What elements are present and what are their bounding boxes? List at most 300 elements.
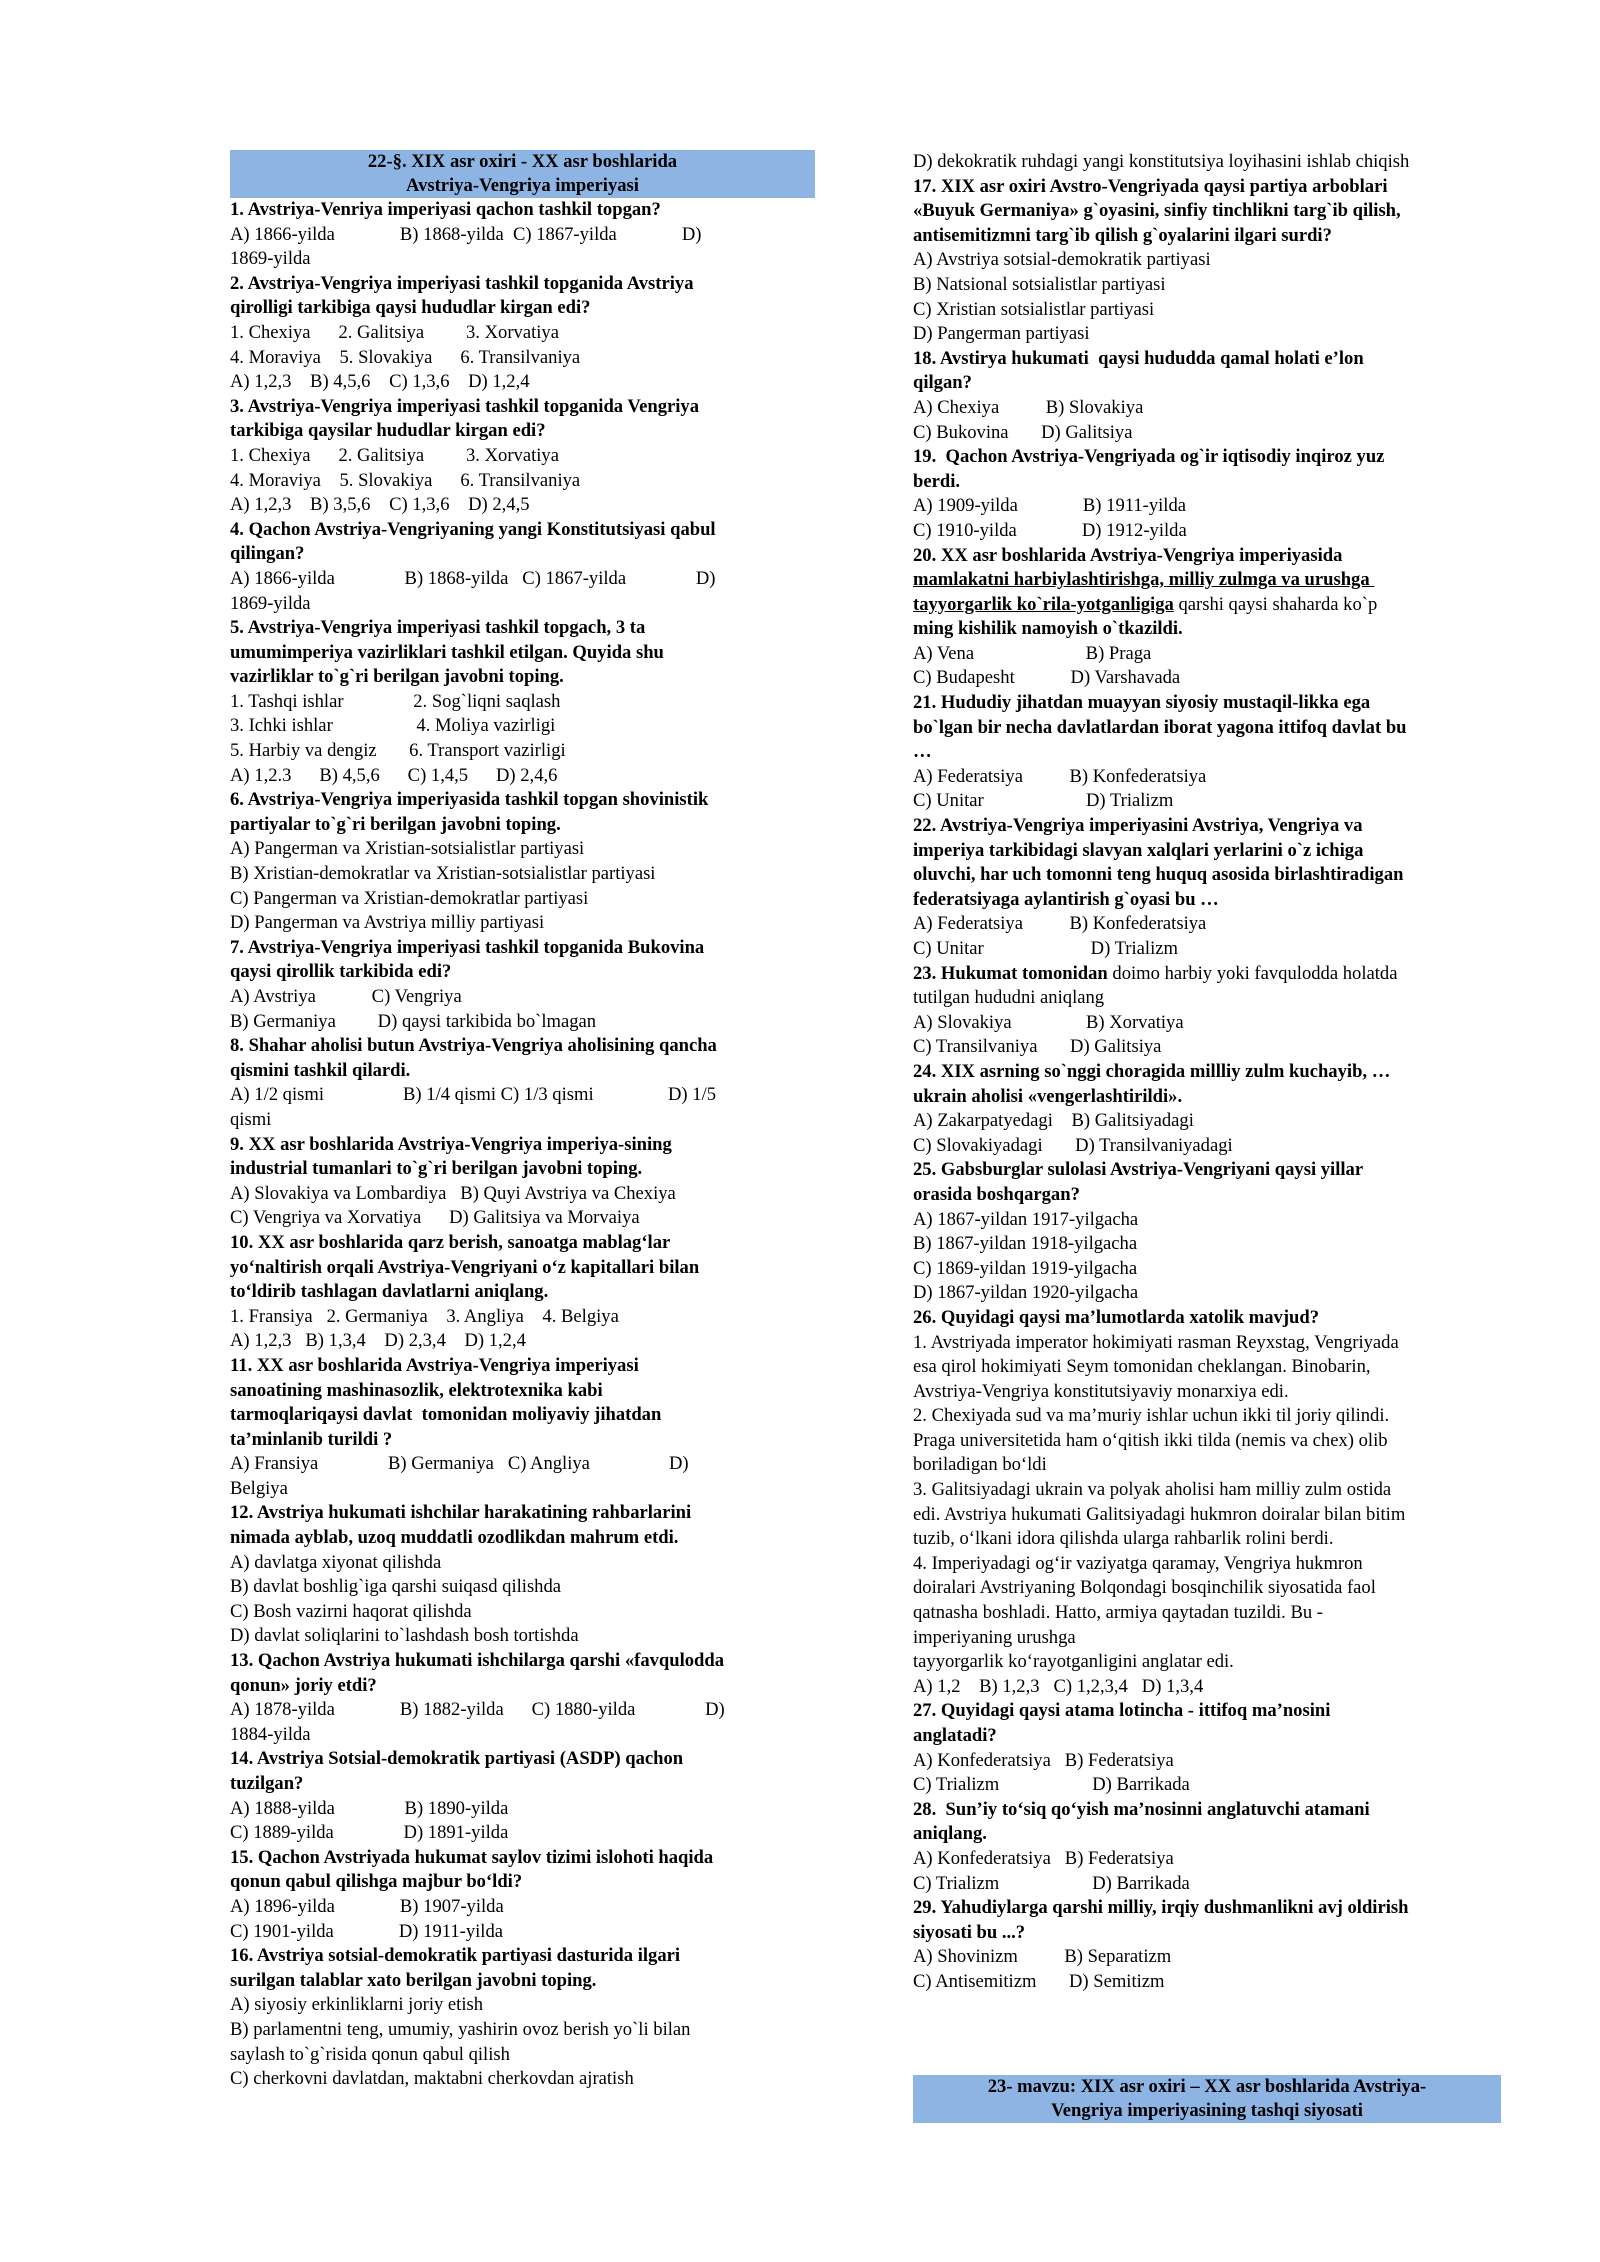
answer-text: 4. Imperiyadagi og‘ir vaziyatga qaramay, Vengriya hukmron [913, 1552, 1363, 1574]
answer-line [230, 592, 815, 617]
answer-text: A) davlatga xiyonat qilishda [230, 1551, 442, 1573]
answer-text: C) Bosh vazirni haqorat qilishda [230, 1600, 472, 1622]
answer-line [230, 1723, 815, 1748]
answer-line [230, 1797, 815, 1822]
answer-text: C) Antisemitizm D) Semitizm [913, 1970, 1165, 1992]
answer-line [913, 421, 1503, 446]
right-question-list [913, 150, 1503, 1995]
answer-text: A) Vena B) Praga [913, 642, 1152, 664]
answer-line [230, 346, 815, 371]
question-line [913, 1183, 1503, 1208]
answer-text: A) Pangerman va Xristian-sotsialistlar partiyasi [230, 838, 585, 860]
question-text: qismini tashkil qilardi. [230, 1059, 411, 1081]
question-line [913, 1798, 1503, 1823]
question-line [913, 1085, 1503, 1110]
answer-text: doiralari Avstriyaning Bolqondagi bosqinchilik siyosatida faol [913, 1577, 1376, 1599]
answer-line [230, 444, 815, 469]
answer-line [913, 273, 1503, 298]
answer-text: 1. Avstriyada imperator hokimiyati rasman Reyxstag, Vengriyada [913, 1331, 1399, 1353]
question-line [230, 1157, 815, 1182]
answer-line [913, 642, 1503, 667]
answer-line [913, 912, 1503, 937]
question-text: partiyalar to`g`ri berilgan javobni toping. [230, 813, 561, 835]
answer-line [230, 2018, 815, 2043]
answer-line [913, 1109, 1503, 1134]
question-text: tarmoqlariqaysi davlat tomonidan moliyaviy jihatdan [230, 1404, 662, 1426]
question-text: vazirliklar to`g`ri berilgan javobni toping. [230, 666, 564, 688]
answer-line [913, 298, 1503, 323]
answer-text: A) Shovinizm B) Separatizm [913, 1946, 1172, 1968]
answer-text: D) dekokratik ruhdagi yangi konstitutsiya loyihasini ishlab chiqish [913, 151, 1410, 172]
answer-text: 4. Moraviya 5. Slovakiya 6. Transilvaniya [230, 346, 581, 368]
question-text: bo`lgan bir necha davlatlardan iborat yagona ittifoq davlat bu [913, 716, 1407, 738]
question-text: imperiya tarkibidagi slavyan xalqlari yerlarini o`z ichiga [913, 839, 1364, 861]
answer-line [913, 322, 1503, 347]
answer-text: C) 1869-yildan 1919-yilgacha [913, 1257, 1138, 1279]
answer-text: 1. Chexiya 2. Galitsiya 3. Xorvatiya [230, 321, 559, 343]
answer-text: C) Trializm D) Barrikada [913, 1872, 1190, 1894]
question-text: 13. Qachon Avstriya hukumati ishchilarga qarshi «favqulodda [230, 1650, 725, 1672]
answer-line [230, 1698, 815, 1723]
answer-line [913, 1208, 1503, 1233]
question-line [230, 665, 815, 690]
question-line [913, 839, 1503, 864]
answer-line [913, 1257, 1503, 1282]
answer-text: A) 1,2 B) 1,2,3 C) 1,2,3,4 D) 1,3,4 [913, 1675, 1204, 1697]
question-text: 2. Avstriya-Vengriya imperiyasi tashkil topganida Avstriya [230, 272, 694, 294]
answer-line [913, 1011, 1503, 1036]
question-line [230, 1870, 815, 1895]
answer-text: 5. Harbiy va dengiz 6. Transport vazirligi [230, 740, 566, 762]
answer-line [913, 1552, 1503, 1577]
answer-line [913, 1847, 1503, 1872]
answer-text: C) Budapesht D) Varshavada [913, 667, 1181, 689]
question-text: 21. Hududiy jihatdan muayyan siyosiy mustaqil-likka ega [913, 692, 1371, 714]
answer-line [913, 1281, 1503, 1306]
question-text: ukrain aholisi «vengerlashtirildi». [913, 1085, 1183, 1107]
question-line [913, 1921, 1503, 1946]
question-line [913, 224, 1503, 249]
answer-text: C) Transilvaniya D) Galitsiya [913, 1036, 1162, 1058]
answer-text: A) 1/2 qismi B) 1/4 qismi C) 1/3 qismi D) 1/5 [230, 1084, 717, 1106]
answer-text: A) Federatsiya B) Konfederatsiya [913, 765, 1207, 787]
answer-line [230, 1329, 815, 1354]
answer-line [230, 985, 815, 1010]
question-text: 7. Avstriya-Vengriya imperiyasi tashkil topganida Bukovina [230, 936, 705, 958]
question-line [913, 347, 1503, 372]
question-text: qilgan? [913, 372, 972, 394]
question-line [230, 1428, 815, 1453]
section-header-line: 23- mavzu: XIX asr oxiri – XX asr boshlarida Avstriya- [987, 2076, 1427, 2097]
question-line [913, 962, 1503, 987]
question-line [230, 1231, 815, 1256]
answer-text: A) Fransiya B) Germaniya C) Angliya D) [230, 1453, 689, 1475]
left-column [230, 150, 815, 2092]
answer-line [913, 1970, 1503, 1995]
answer-text: C) Xristian sotsialistlar partiyasi [913, 298, 1155, 320]
answer-line [913, 1478, 1503, 1503]
answer-text: Belgiya [230, 1477, 288, 1499]
answer-line [913, 1429, 1503, 1454]
answer-line [230, 1821, 815, 1846]
answer-text: 4. Moraviya 5. Slovakiya 6. Transilvaniya [230, 469, 581, 491]
answer-text: A) 1866-yilda B) 1868-yilda C) 1867-yilda D) [230, 567, 716, 589]
section-header-line: Vengriya imperiyasining tashqi siyosati [1051, 2100, 1363, 2121]
answer-text: A) siyosiy erkinliklarni joriy etish [230, 1994, 484, 2016]
question-line [913, 1158, 1503, 1183]
answer-text: B) parlamentni teng, umumiy, yashirin ovoz berish yo`li bilan [230, 2018, 691, 2040]
answer-line [230, 862, 815, 887]
answer-text: C) 1889-yilda D) 1891-yilda [230, 1822, 509, 1844]
question-text: 20. XX asr boshlarida Avstriya-Vengriya imperiyasida [913, 544, 1343, 566]
question-line [230, 813, 815, 838]
answer-text: imperiyaning urushga [913, 1626, 1076, 1648]
answer-line [230, 1206, 815, 1231]
question-text: 29. Yahudiylarga qarshi milliy, irqiy dushmanlikni avj oldirish [913, 1897, 1409, 1919]
answer-line [913, 1404, 1503, 1429]
question-line [913, 568, 1503, 593]
question-text: ming kishilik namoyish o`tkazildi. [913, 618, 1183, 640]
answer-text: 1869-yilda [230, 592, 311, 614]
answer-text: A) Slovakiya B) Xorvatiya [913, 1011, 1184, 1033]
answer-line [230, 1575, 815, 1600]
answer-text: 1. Chexiya 2. Galitsiya 3. Xorvatiya [230, 444, 559, 466]
question-line [230, 1649, 815, 1674]
question-text: qaysi qirollik tarkibida edi? [230, 961, 452, 983]
answer-line [230, 739, 815, 764]
question-line [913, 863, 1503, 888]
answer-text: B) davlat boshlig`iga qarshi suiqasd qilishda [230, 1576, 562, 1598]
answer-text: D) 1867-yildan 1920-yilgacha [913, 1282, 1139, 1304]
question-text: federatsiyaga aylantirish g`oyasi bu … [913, 888, 1219, 910]
question-text: 23. Hukumat tomonidan [913, 962, 1108, 984]
answer-text: A) 1896-yilda B) 1907-yilda [230, 1895, 504, 1917]
right-column [913, 150, 1503, 1995]
answer-text: saylash to`g`risida qonun qabul qilish [230, 2043, 510, 2065]
answer-line [230, 321, 815, 346]
answer-text: tutilgan hududni aniqlang [913, 987, 1105, 1009]
section-header-line: 22-§. XIX asr oxiri - XX asr boshlarida [367, 151, 678, 172]
answer-text: C) Bukovina D) Galitsiya [913, 421, 1133, 443]
answer-line [913, 986, 1503, 1011]
question-line [913, 888, 1503, 913]
answer-line [230, 1600, 815, 1625]
answer-text: D) Pangerman va Avstriya milliy partiyasi [230, 912, 545, 934]
answer-line [230, 493, 815, 518]
question-text: tarkibiga qaysilar hududlar kirgan edi? [230, 420, 546, 442]
question-line [230, 1772, 815, 1797]
answer-text: 3. Galitsiyadagi ukrain va polyak aholisi ham milliy zulm ostida [913, 1479, 1392, 1501]
question-line [230, 1969, 815, 1994]
answer-line [230, 1920, 815, 1945]
question-line [230, 419, 815, 444]
answer-text: C) Slovakiyadagi D) Transilvaniyadagi [913, 1134, 1233, 1156]
answer-line [913, 1035, 1503, 1060]
answer-line [230, 1993, 815, 2018]
question-text: aniqlang. [913, 1823, 987, 1845]
answer-text: A) Avstriya C) Vengriya [230, 986, 462, 1007]
answer-line [913, 1576, 1503, 1601]
answer-line [230, 1083, 815, 1108]
question-line [913, 470, 1503, 495]
answer-line [913, 1675, 1503, 1700]
question-line [230, 1846, 815, 1871]
answer-text: A) 1,2,3 B) 1,3,4 D) 2,3,4 D) 1,2,4 [230, 1330, 526, 1352]
question-text: qilingan? [230, 543, 305, 565]
answer-text: A) Chexiya B) Slovakiya [913, 396, 1144, 418]
question-text: orasida boshqargan? [913, 1183, 1080, 1205]
question-line [230, 1256, 815, 1281]
answer-text: qismi [230, 1108, 272, 1130]
answer-text: B) Germaniya D) qaysi tarkibida bo`lmagan [230, 1010, 597, 1032]
question-line [230, 296, 815, 321]
question-line [913, 199, 1503, 224]
answer-line [913, 248, 1503, 273]
answer-text: A) 1909-yilda B) 1911-yilda [913, 495, 1187, 517]
answer-text: Praga universitetida ham o‘qitish ikki tilda (nemis va chex) olib [913, 1429, 1388, 1451]
next-section-header [913, 2075, 1501, 2123]
answer-line [230, 714, 815, 739]
answer-line [230, 1182, 815, 1207]
answer-line [913, 1331, 1503, 1356]
answer-line [913, 789, 1503, 814]
answer-line [913, 494, 1503, 519]
answer-text: A) 1867-yildan 1917-yilgacha [913, 1208, 1139, 1230]
question-text: 18. Avstirya hukumati qaysi hududda qamal holati e’lon [913, 347, 1364, 369]
answer-line [230, 1895, 815, 1920]
answer-text: A) Federatsiya B) Konfederatsiya [913, 913, 1207, 935]
answer-line [913, 1527, 1503, 1552]
question-text: tayyorgarlik ko`rila-yotganligiga [913, 593, 1174, 615]
question-line [913, 1306, 1503, 1331]
question-line [913, 1896, 1503, 1921]
question-text: qonun qabul qilishga majbur bo‘ldi? [230, 1871, 523, 1893]
question-line [230, 936, 815, 961]
question-text: 19. Qachon Avstriya-Vengriyada og`ir iqtisodiy inqiroz yuz [913, 446, 1385, 468]
answer-line [913, 1601, 1503, 1626]
question-line [230, 960, 815, 985]
answer-line [913, 1232, 1503, 1257]
answer-text: B) Xristian-demokratlar va Xristian-sotsialistlar partiyasi [230, 863, 656, 885]
question-text: 27. Quyidagi qaysi atama lotincha - ittifoq ma’nosini [913, 1700, 1331, 1722]
section-header-line: Avstriya-Vengriya imperiyasi [406, 175, 639, 196]
answer-text: 1. Tashqi ishlar 2. Sog`liqni saqlash [230, 690, 561, 712]
answer-line [913, 1773, 1503, 1798]
line-continuation-text: doimo harbiy yoki favqulodda holatda [1107, 962, 1398, 984]
question-text: 15. Qachon Avstriyada hukumat saylov tizimi islohoti haqida [230, 1846, 714, 1868]
answer-text: A) Avstriya sotsial-demokratik partiyasi [913, 249, 1211, 271]
question-text: umumimperiya vazirliklari tashkil etilgan. Quyida shu [230, 641, 664, 663]
question-line [230, 641, 815, 666]
answer-line [230, 469, 815, 494]
answer-text: A) Konfederatsiya B) Federatsiya [913, 1749, 1174, 1771]
answer-line [913, 1503, 1503, 1528]
answer-text: 3. Ichki ishlar 4. Moliya vazirligi [230, 715, 556, 737]
answer-text: edi. Avstriya hukumati Galitsiyadagi hukmron doiralar bilan bitim [913, 1503, 1406, 1525]
answer-text: B) 1867-yildan 1918-yilgacha [913, 1233, 1138, 1255]
answer-line [230, 567, 815, 592]
answer-text: A) Slovakiya va Lombardiya B) Quyi Avstriya va Chexiya [230, 1182, 676, 1204]
answer-line [913, 765, 1503, 790]
question-line [230, 198, 815, 223]
question-text: 22. Avstriya-Vengriya imperiyasini Avstriya, Vengriya va [913, 815, 1363, 837]
answer-line [913, 1872, 1503, 1897]
answer-line [913, 1453, 1503, 1478]
answer-line [230, 1477, 815, 1502]
answer-line [913, 1749, 1503, 1774]
question-text: 11. XX asr boshlarida Avstriya-Vengriya imperiyasi [230, 1354, 639, 1376]
question-text: 5. Avstriya-Vengriya imperiyasi tashkil topgach, 3 ta [230, 617, 646, 639]
answer-line [913, 519, 1503, 544]
question-line [913, 544, 1503, 569]
question-text: surilgan talablar xato berilgan javobni toping. [230, 1969, 597, 1991]
answer-text: B) Natsional sotsialistlar partiyasi [913, 273, 1166, 295]
answer-text: C) Trializm D) Barrikada [913, 1774, 1190, 1796]
answer-text: C) Pangerman va Xristian-demokratlar partiyasi [230, 887, 589, 909]
answer-text: C) 1910-yilda D) 1912-yilda [913, 519, 1187, 541]
answer-line [230, 690, 815, 715]
answer-line [230, 1010, 815, 1035]
answer-text: A) 1,2,3 B) 3,5,6 C) 1,3,6 D) 2,4,5 [230, 494, 530, 516]
question-text: 24. XIX asrning so`nggi choragida millliy zulm kuchayib, … [913, 1060, 1391, 1082]
question-text: berdi. [913, 470, 961, 492]
question-line [913, 175, 1503, 200]
question-text: industrial tumanlari to`g`ri berilgan javobni toping. [230, 1158, 643, 1180]
answer-text: C) cherkovni davlatdan, maktabni cherkovdan ajratish [230, 2068, 634, 2090]
question-line [230, 1944, 815, 1969]
question-text: anglatadi? [913, 1725, 997, 1746]
answer-text: D) davlat soliqlarini to`lashdash bosh tortishda [230, 1625, 579, 1647]
question-line [913, 593, 1503, 618]
question-line [913, 1724, 1503, 1749]
question-line [230, 542, 815, 567]
question-line [230, 272, 815, 297]
question-line [230, 616, 815, 641]
line-continuation-text: qarshi qaysi shaharda ko`p [1173, 593, 1378, 615]
question-text: nimada ayblab, uzoq muddatli ozodlikdan mahrum etdi. [230, 1527, 679, 1549]
question-line [913, 445, 1503, 470]
question-line [230, 1280, 815, 1305]
question-line [230, 1034, 815, 1059]
answer-line [913, 1626, 1503, 1651]
question-text: tuzilgan? [230, 1773, 304, 1794]
answer-line [230, 1305, 815, 1330]
question-line [913, 814, 1503, 839]
question-text: 10. XX asr boshlarida qarz berish, sanoatga mablag‘lar [230, 1231, 671, 1253]
answer-line [230, 1108, 815, 1133]
answer-line [913, 666, 1503, 691]
question-line [230, 518, 815, 543]
question-line [230, 1747, 815, 1772]
question-line [230, 1379, 815, 1404]
answer-line [913, 1355, 1503, 1380]
answer-text: esa qirol hokimiyati Seym tomonidan cheklangan. Binobarin, [913, 1356, 1371, 1378]
answer-line [230, 1551, 815, 1576]
question-text: 16. Avstriya sotsial-demokratik partiyasi dasturida ilgari [230, 1945, 681, 1967]
question-text: 26. Quyidagi qaysi ma’lumotlarda xatolik mavjud? [913, 1306, 1320, 1328]
question-text: sanoatining mashinasozlik, elektrotexnika kabi [230, 1379, 603, 1401]
question-text: siyosati bu ...? [913, 1921, 1026, 1943]
question-text: qonun» joriy etdi? [230, 1674, 377, 1696]
question-line [913, 1699, 1503, 1724]
question-line [230, 395, 815, 420]
answer-text: Avstriya-Vengriya konstitutsiyaviy monarxiya edi. [913, 1380, 1289, 1402]
answer-line [230, 887, 815, 912]
answer-line [230, 2043, 815, 2068]
answer-text: tayyorgarlik ko‘rayotganligini anglatar edi. [913, 1651, 1234, 1673]
question-line [913, 691, 1503, 716]
answer-text: C) Vengriya va Xorvatiya D) Galitsiya va Morvaiya [230, 1207, 640, 1229]
answer-text: C) Unitar D) Trializm [913, 790, 1174, 812]
question-text: qirolligi tarkibiga qaysi hududlar kirgan edi? [230, 297, 591, 319]
answer-text: A) 1,2,3 B) 4,5,6 C) 1,3,6 D) 1,2,4 [230, 371, 530, 393]
question-text: ta’minlanib turildi ? [230, 1428, 393, 1450]
question-line [230, 1674, 815, 1699]
question-text: yo‘naltirish orqali Avstriya-Vengriyani o‘z kapitallari bilan [230, 1256, 700, 1278]
answer-line [913, 1134, 1503, 1159]
answer-text: 2. Chexiyada sud va ma’muriy ishlar uchun ikki til joriy qilindi. [913, 1405, 1390, 1427]
question-line [913, 1822, 1503, 1847]
answer-line [230, 837, 815, 862]
question-text: 12. Avstriya hukumati ishchilar harakatining rahbarlarini [230, 1502, 692, 1524]
question-text: 28. Sun’iy to‘siq qo‘yish ma’nosinni anglatuvchi atamani [913, 1798, 1370, 1820]
question-text: 8. Shahar aholisi butun Avstriya-Vengriya aholisining qancha [230, 1035, 717, 1057]
question-text: 3. Avstriya-Vengriya imperiyasi tashkil topganida Vengriya [230, 395, 700, 417]
question-line [230, 1526, 815, 1551]
question-line [230, 1354, 815, 1379]
answer-line [230, 223, 815, 248]
question-text: … [913, 741, 932, 763]
question-text: antisemitizmni targ`ib qilish g`oyalarini ilgari surdi? [913, 224, 1332, 246]
question-text: 6. Avstriya-Vengriya imperiyasida tashkil topgan shovinistik [230, 789, 709, 811]
answer-text: A) 1,2.3 B) 4,5,6 C) 1,4,5 D) 2,4,6 [230, 764, 558, 786]
answer-line [913, 1650, 1503, 1675]
answer-line [230, 2067, 815, 2092]
question-line [230, 1501, 815, 1526]
question-line [230, 788, 815, 813]
answer-line [230, 911, 815, 936]
question-line [230, 1133, 815, 1158]
question-line [913, 617, 1503, 642]
question-line [913, 1060, 1503, 1085]
question-text: 14. Avstriya Sotsial-demokratik partiyasi (ASDP) qachon [230, 1748, 684, 1770]
answer-text: A) 1866-yilda B) 1868-yilda C) 1867-yilda D) [230, 223, 702, 245]
answer-line [913, 1380, 1503, 1405]
answer-text: 1869-yilda [230, 248, 311, 270]
answer-text: 1884-yilda [230, 1723, 311, 1745]
answer-line [230, 1452, 815, 1477]
section-header [230, 150, 815, 198]
answer-line [913, 1945, 1503, 1970]
question-text: 17. XIX asr oxiri Avstro-Vengriyada qaysi partiya arboblari [913, 175, 1388, 197]
answer-line [913, 150, 1503, 175]
answer-text: 1. Fransiya 2. Germaniya 3. Angliya 4. Belgiya [230, 1305, 619, 1327]
answer-line [913, 937, 1503, 962]
answer-line [230, 1624, 815, 1649]
question-text: 25. Gabsburglar sulolasi Avstriya-Vengriyani qaysi yillar [913, 1159, 1364, 1181]
question-line [230, 1403, 815, 1428]
question-line [913, 740, 1503, 765]
answer-text: tuzib, o‘lkani idora qilishda ularga rahbarlik rolini berdi. [913, 1528, 1334, 1550]
question-text: 4. Qachon Avstriya-Vengriyaning yangi Konstitutsiyasi qabul [230, 518, 716, 540]
answer-text: qatnasha boshladi. Hatto, armiya qaytadan tuzildi. Bu - [913, 1602, 1323, 1624]
question-text: 9. XX asr boshlarida Avstriya-Vengriya imperiya-sining [230, 1133, 672, 1155]
question-text: to‘ldirib tashlagan davlatlarni aniqlang. [230, 1281, 549, 1303]
question-line [913, 716, 1503, 741]
answer-text: A) Zakarpatyedagi B) Galitsiyadagi [913, 1110, 1194, 1132]
question-text: «Buyuk Germaniya» g`oyasini, sinfiy tinchlikni targ`ib qilish, [913, 200, 1401, 222]
question-text: 1. Avstriya-Venriya imperiyasi qachon tashkil topgan? [230, 199, 661, 220]
